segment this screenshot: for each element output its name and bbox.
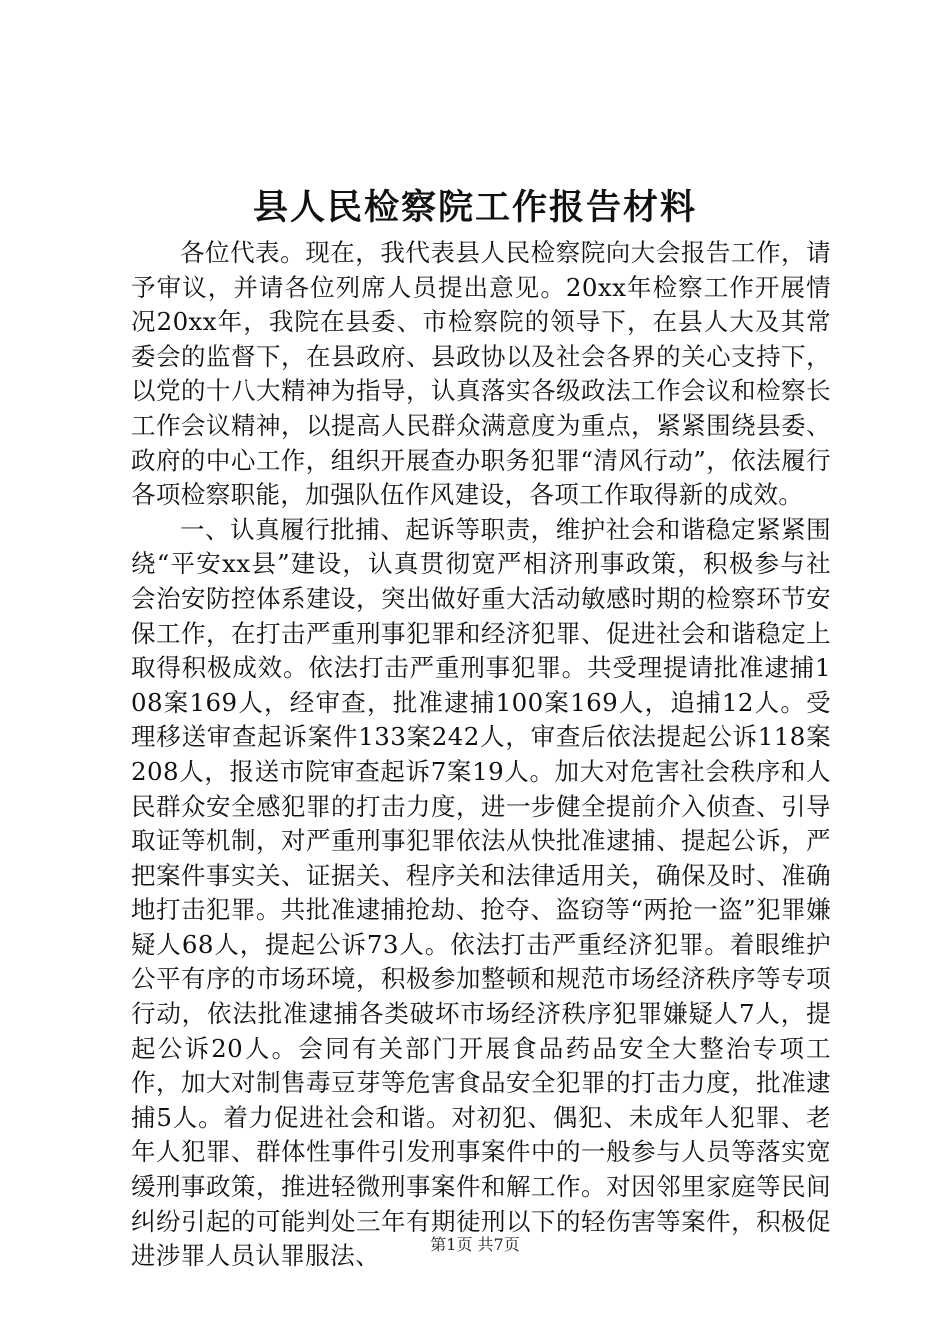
document-body bbox=[131, 236, 831, 1274]
paragraph-intro: 各位代表。现在，我代表县人民检察院向大会报告工作，请予审议，并请各位列席人员提出意见。20xx年检察工作开展情况20xx年，我院在县委、市检察院的领导下，在县人大及其常委会的监督下，在县政府、县政协以及社会各界的关心支持下，以党的十八大精神为指导，认真落实各级政法工作会议和检察长工作会议精神，以提高人民群众满意度为重点，紧紧围绕县委、政府的中心工作，组织开展查办职务犯罪“清风行动”，依法履行各项检察职能，加强队伍作风建设，各项工作取得新的成效。 bbox=[131, 238, 831, 510]
page-number-footer: 第1页 共7页 bbox=[430, 1235, 520, 1254]
document-title: 县人民检察院工作报告材料 bbox=[252, 187, 697, 228]
paragraph-section-one: 一、认真履行批捕、起诉等职责，维护社会和谐稳定紧紧围绕“平安xx县”建设，认真贯彻宽严相济刑事政策，积极参与社会治安防控体系建设，突出做好重大活动敏感时期的检察环节安保工作，在打击严重刑事犯罪和经济犯罪、促进社会和谐稳定上取得积极成效。依法打击严重刑事犯罪。共受理提请批准逮捕108案169人，经审查，批准逮捕100案169人，追捕12人。受理移送审查起诉案件133案242人，审查后依法提起公诉118案208人，报送市院审查起诉7案19人。加大对危害社会秩序和人民群众安全感犯罪的打击力度，进一步健全提前介入侦查、引导取证等机制，对严重刑事犯罪依法从快批准逮捕、提起公诉，严把案件事实关、证据关、程序关和法律适用关，确保及时、准确地打击犯罪。共批准逮捕抢劫、抢夺、盗窃等“两抢一盗”犯罪嫌疑人68人，提起公诉73人。依法打击严重经济犯罪。着眼维护公平有序的市场环境，积极参加整顿和规范市场经济秩序等专项行动，依法批准逮捕各类破坏市场经济秩序犯罪嫌疑人7人，提起公诉20人。会同有关部门开展食品药品安全大整治专项工作，加大对制售毒豆芽等危害食品安全犯罪的打击力度，批准逮捕5人。着力促进社会和谐。对初犯、偶犯、未成年人犯罪、老年人犯罪、群体性事件引发刑事案件中的一般参与人员等落实宽缓刑事政策，推进轻微刑事案件和解工作。对因邻里家庭等民间纠纷引起的可能判处三年有期徒刑以下的轻伤害等案件，积极促进涉罪人员认罪服法、 bbox=[131, 514, 831, 1271]
